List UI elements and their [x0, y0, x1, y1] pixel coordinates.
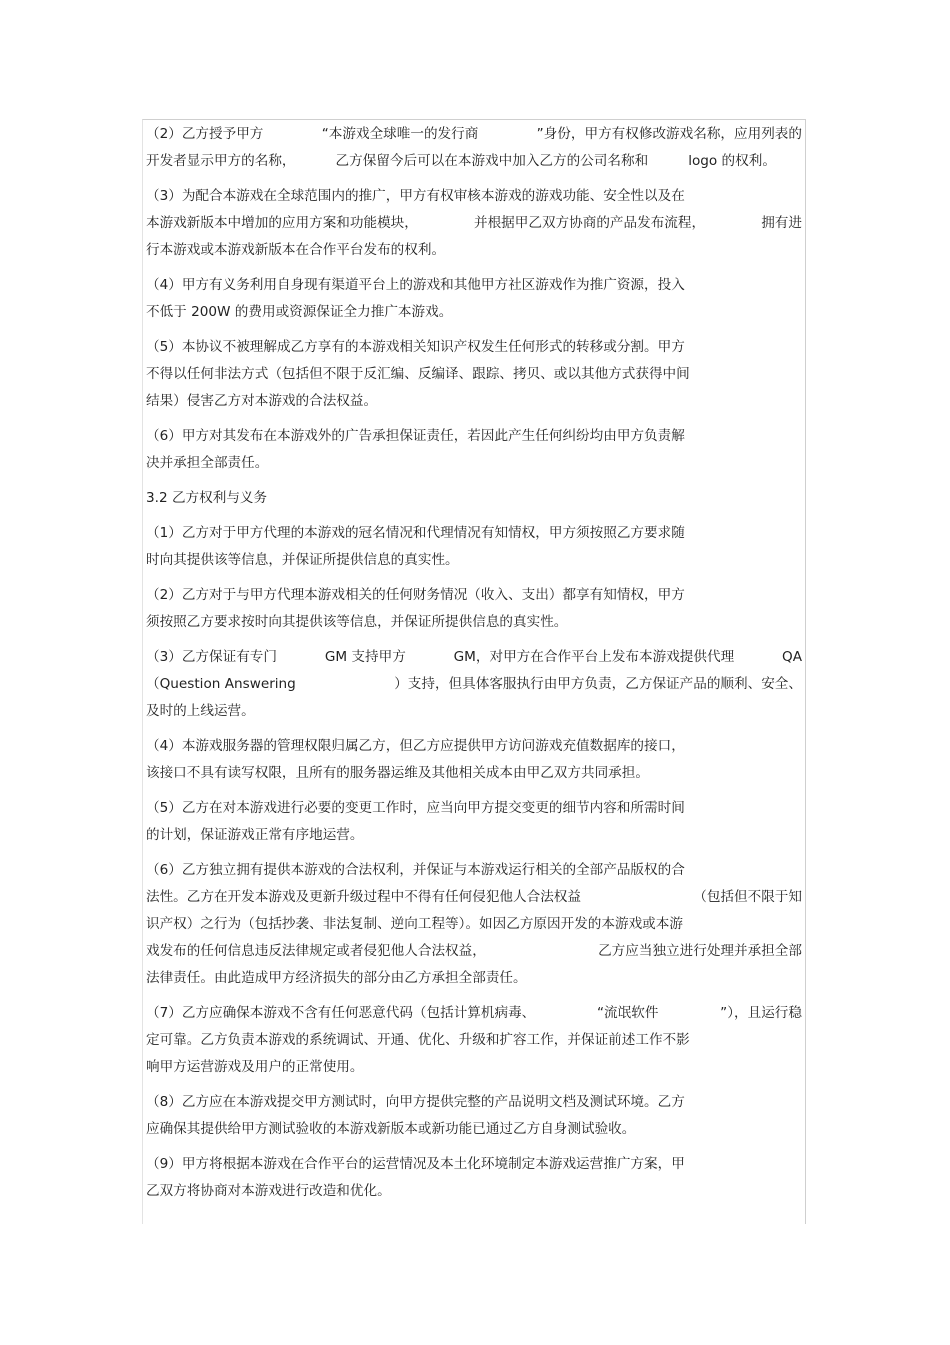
text-segment: 识产权）之行为（包括抄袭、非法复制、逆向工程等）。如因乙方原因开发的本游戏或本游	[146, 916, 683, 932]
clause-b6-legal	[146, 857, 806, 992]
clause-line	[146, 795, 806, 822]
text-segment: 戏发布的任何信息违反法律规定或者侵犯他人合法权益，	[146, 943, 486, 959]
text-segment: （8）乙方应在本游戏提交甲方测试时，向甲方提供完整的产品说明文档及测试环境。乙方	[146, 1094, 685, 1110]
clause-b2-finance	[146, 582, 806, 636]
text-segment: 法性。乙方在开发本游戏及更新升级过程中不得有任何侵犯他人合法权益	[146, 889, 581, 905]
clause-line	[146, 423, 806, 450]
clause-p4-promotion	[146, 272, 806, 326]
clause-line	[146, 1178, 806, 1205]
clause-line	[146, 210, 802, 237]
text-segment: （1）乙方对于甲方代理的本游戏的冠名情况和代理情况有知情权，甲方须按照乙方要求随	[146, 525, 685, 541]
text-segment: 拥有进	[761, 215, 802, 231]
text-segment: “本游戏全球唯一的发行商	[321, 126, 479, 142]
clause-line	[146, 884, 802, 911]
text-segment: ”身份，甲方有权修改游戏名称，应用列表的	[536, 126, 802, 142]
section-3-2-clauses	[146, 520, 806, 1205]
clause-line	[146, 520, 806, 547]
text-segment: （5）本协议不被理解成乙方享有的本游戏相关知识产权发生任何形式的转移或分割。甲方	[146, 339, 685, 355]
text-segment: 并根据甲乙双方协商的产品发布流程，	[474, 215, 706, 231]
text-segment: QA	[782, 649, 802, 665]
text-segment: 行本游戏或本游戏新版本在合作平台发布的权利。	[146, 242, 446, 258]
text-segment: 本游戏新版本中增加的应用方案和功能模块，	[146, 215, 418, 231]
text-segment: “流氓软件	[597, 1005, 659, 1021]
text-segment: 开发者显示甲方的名称，	[146, 153, 296, 169]
clause-line	[146, 1000, 802, 1027]
text-segment: （6）乙方独立拥有提供本游戏的合法权利，并保证与本游戏运行相关的全部产品版权的合	[146, 862, 685, 878]
clause-line	[146, 299, 806, 326]
clause-line	[146, 965, 806, 992]
text-segment: 须按照乙方要求按时向其提供该等信息，并保证所提供信息的真实性。	[146, 614, 568, 630]
section-heading: 3.2 乙方权利与义务	[146, 490, 268, 506]
clause-b7-code	[146, 1000, 806, 1081]
clause-line	[146, 272, 806, 299]
text-segment: 时向其提供该等信息，并保证所提供信息的真实性。	[146, 552, 459, 568]
clause-line	[146, 857, 806, 884]
clause-p3-review	[146, 183, 806, 264]
clause-b9-plan	[146, 1151, 806, 1205]
clause-line	[146, 1054, 806, 1081]
text-segment: （7）乙方应确保本游戏不含有任何恶意代码（包括计算机病毒、	[146, 1005, 536, 1021]
clause-line	[146, 148, 806, 175]
clause-line	[146, 911, 806, 938]
clause-line	[146, 388, 806, 415]
text-segment: （2）乙方对于与甲方代理本游戏相关的任何财务情况（收入、支出）都享有知情权，甲方	[146, 587, 685, 603]
clause-line	[146, 450, 806, 477]
text-segment: logo 的权利。	[688, 153, 776, 169]
clause-line	[146, 121, 802, 148]
text-segment: 不低于 200W 的费用或资源保证全力推广本游戏。	[146, 304, 453, 320]
text-segment: ）支持，但具体客服执行由甲方负责，乙方保证产品的顺利、安全、	[394, 676, 802, 692]
clause-line	[146, 1089, 806, 1116]
text-segment: 的计划，保证游戏正常有序地运营。	[146, 827, 364, 843]
clause-b5-change	[146, 795, 806, 849]
clause-line	[146, 760, 806, 787]
clause-line	[146, 644, 802, 671]
text-segment: 乙方应当独立进行处理并承担全部	[598, 943, 802, 959]
section-3-1-clauses	[146, 121, 806, 477]
text-segment: 乙方保留今后可以在本游戏中加入乙方的公司名称和	[335, 153, 649, 169]
text-segment: 应确保其提供给甲方测试验收的本游戏新版本或新功能已通过乙方自身测试验收。	[146, 1121, 636, 1137]
text-segment: 结果）侵害乙方对本游戏的合法权益。	[146, 393, 378, 409]
text-segment: 法律责任。由此造成甲方经济损失的部分由乙方承担全部责任。	[146, 970, 527, 986]
clause-line	[146, 938, 802, 965]
clause-line	[146, 237, 806, 264]
clause-line	[146, 609, 806, 636]
text-segment: 及时的上线运营。	[146, 703, 255, 719]
text-segment: （4）本游戏服务器的管理权限归属乙方，但乙方应提供甲方访问游戏充值数据库的接口，	[146, 738, 685, 754]
clause-line	[146, 334, 806, 361]
clause-line	[146, 1116, 806, 1143]
clause-line	[146, 733, 806, 760]
clause-line	[146, 1151, 806, 1178]
clause-line	[146, 361, 806, 388]
clause-line	[146, 698, 806, 725]
document-body	[146, 121, 806, 1213]
clause-p2-grant	[146, 121, 806, 175]
text-segment: 乙双方将协商对本游戏进行改造和优化。	[146, 1183, 391, 1199]
text-segment: 该接口不具有读写权限，且所有的服务器运维及其他相关成本由甲乙双方共同承担。	[146, 765, 649, 781]
clause-line	[146, 582, 806, 609]
clause-b4-server	[146, 733, 806, 787]
text-segment: （6）甲方对其发布在本游戏外的广告承担保证责任，若因此产生任何纠纷均由甲方负责解	[146, 428, 685, 444]
text-segment: 响甲方运营游戏及用户的正常使用。	[146, 1059, 364, 1075]
text-segment: （5）乙方在对本游戏进行必要的变更工作时，应当向甲方提交变更的细节内容和所需时间	[146, 800, 685, 816]
text-segment: （Question Answering	[146, 676, 296, 692]
clause-line	[146, 822, 806, 849]
text-segment: （3）为配合本游戏在全球范围内的推广，甲方有权审核本游戏的游戏功能、安全性以及在	[146, 188, 685, 204]
text-segment: （2）乙方授予甲方	[146, 126, 264, 142]
clause-line	[146, 1027, 806, 1054]
clause-b8-test	[146, 1089, 806, 1143]
text-segment: 定可靠。乙方负责本游戏的系统调试、开通、优化、升级和扩容工作，并保证前述工作不影	[146, 1032, 690, 1048]
clause-line	[146, 183, 806, 210]
clause-b1-knowledge	[146, 520, 806, 574]
text-segment: GM 支持甲方	[324, 649, 406, 665]
text-segment: GM，对甲方在合作平台上发布本游戏提供代理	[453, 649, 735, 665]
text-segment: 不得以任何非法方式（包括但不限于反汇编、反编译、跟踪、拷贝、或以其他方式获得中间	[146, 366, 690, 382]
text-segment: ”），且运行稳	[720, 1005, 802, 1021]
clause-line	[146, 547, 806, 574]
clause-b3-gm	[146, 644, 806, 725]
text-segment: 决并承担全部责任。	[146, 455, 269, 471]
clause-p6-ads	[146, 423, 806, 477]
text-segment: （3）乙方保证有专门	[146, 649, 277, 665]
text-segment: （9）甲方将根据本游戏在合作平台的运营情况及本土化环境制定本游戏运营推广方案，甲	[146, 1156, 685, 1172]
text-segment: （4）甲方有义务利用自身现有渠道平台上的游戏和其他甲方社区游戏作为推广资源，投入	[146, 277, 685, 293]
clause-p5-ip	[146, 334, 806, 415]
clause-line	[146, 671, 802, 698]
text-segment: （包括但不限于知	[693, 889, 802, 905]
